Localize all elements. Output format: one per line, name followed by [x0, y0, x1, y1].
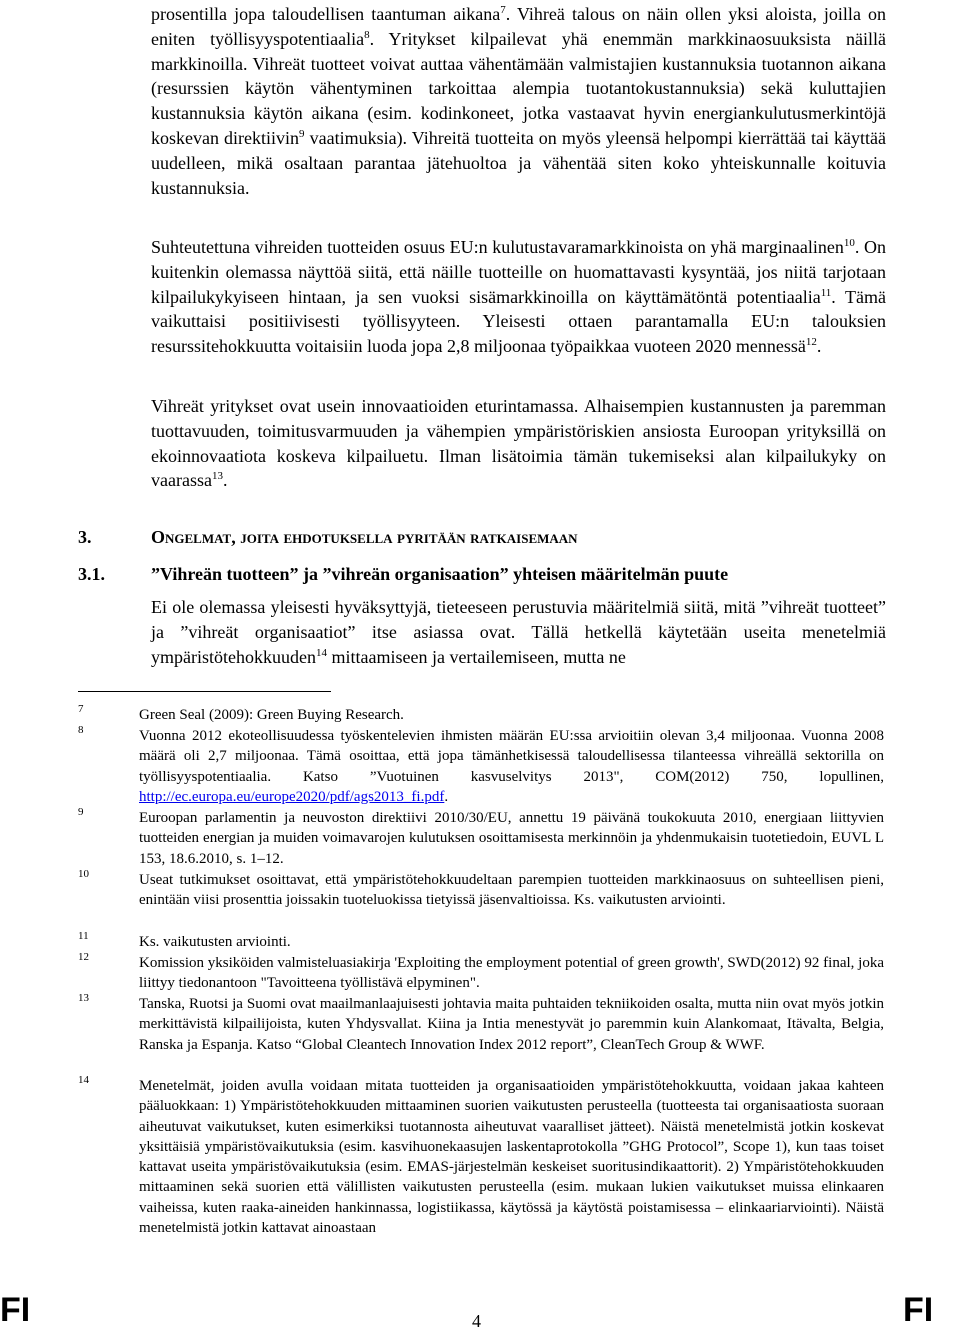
footnote-13: Tanska, Ruotsi ja Suomi ovat maailmanlaajuisesti johtavia maita puhtaiden tekniikoiden osalta, mutta niin ovat myös jotkin merkittävistä kilpailijoista, kuten Yhdysvallat. Kiina ja Intia menestyvät jo paremmin kuin Alankomaat, Itävalta, Belgia, Ranska ja Espanja. Katso “Global Cleantech Innovation Index 2012 report”, CleanTech Group & WWF. — [139, 996, 884, 1053]
footnote-number: 11 — [78, 930, 89, 942]
section-title: Ongelmat, joita ehdotuksella pyritään ratkaisemaan — [151, 527, 578, 547]
paragraph-2: Suhteutettuna vihreiden tuotteiden osuus EU:n kulutustavaramarkkinoista on yhä marginaalinen$^{10}$. On kuitenkin olemassa näyttöä siitä, että näille tuotteille on huomattavasti kysyntää, jos niitä tarjotaan kilpailukykyiseen hintaan, ja sen vuoksi sisämarkkinoilla on käyttämätöntä potentiaalia$^{11}$. Tämä vaikuttaisi positiivisesti työllisyyteen. Yleisesti ottaen parantamalla EU:n talouksien resurssitehokkuutta voitaisiin luoda jopa 2,8 miljoonaa työpaikkaa vuoteen 2020 mennessä$^{12}$. — [151, 237, 887, 357]
footnote-ref-11[interactable]: 11 — [820, 286, 832, 299]
footnote-ref-8[interactable]: 8 — [364, 28, 370, 41]
footnote-ref-10[interactable]: 10 — [843, 237, 855, 249]
footnote-number: 12 — [78, 951, 89, 963]
footnote-14: Menetelmät, joiden avulla voidaan mitata tuotteiden ja organisaatioiden ympäristötehokkuutta, voidaan jakaa kahteen pääluokkaan: 1) Ympäristötehokkuuden mittaaminen suorien vaikutusten perusteella (tuotteesta tai organisaatiosta suoraan aiheutuvat vaikutukset, kuten esimerkiksi tuotannosta aiheutuvat vaaralliset jätteet). Näistä menetelmistä jotkin koskevat yksittäisiä ympäristövaikutuksia (esim. kasvihuonekaasujen laskentaprotokolla ”GHG Protocol”, Scope 1), kun taas toiset kattavat useita ympäristövaikutuksia (esim. EMAS-järjestelmän keskeiset suoritusindikaattorit). 2) Ympäristötehokkuuden mittaaminen sekä suorien että välillisten vaikutusten perusteella (esim. mukaan lukien vaikutukset muissa elinkaaren vaiheissa, kuten raaka-aineiden hankinnassa, logistiikassa, käytössä ja käytöstä poistamisessa – elinkaariarviointi). Näistä menetelmistä jotkin kattavat ainoastaan — [139, 1078, 884, 1237]
footnote-12: Komission yksiköiden valmisteluasiakirja 'Exploiting the employment potential of green growth', SWD(2012) 92 final, joka liittyy tiedonantoon "Tavoitteena työllistävä elpyminen". — [139, 955, 884, 992]
paragraph-4: Ei ole olemassa yleisesti hyväksyttyjä, tieteeseen perustuvia määritelmiä siitä, mitä ”vihreät tuotteet” ja ”vihreät organisaatiot” itse asiassa ovat. Tällä hetkellä käytetään useita menetelmiä ympäristötehokkuuden$^{14}$ mittaamiseen ja vertailemiseen, mutta ne — [151, 597, 886, 667]
footnote-number: 7 — [78, 703, 84, 715]
footnote-number: 14 — [78, 1074, 89, 1086]
page-number: 4 — [472, 1311, 481, 1331]
footnote-number: 9 — [78, 806, 84, 818]
section-number: 3. — [78, 527, 92, 547]
subsection-number: 3.1. — [78, 564, 105, 584]
footnote-11: Ks. vaikutusten arviointi. — [139, 934, 291, 950]
footnote-number: 13 — [78, 992, 89, 1004]
footnote-ref-12[interactable]: 12 — [805, 336, 817, 349]
subsection-title: ”Vihreän tuotteen” ja ”vihreän organisaation” yhteisen määritelmän puute — [151, 564, 729, 584]
language-code-left: FI — [0, 1291, 31, 1329]
paragraph-3: Vihreät yritykset ovat usein innovaatioiden eturintamassa. Alhaisempien kustannusten ja paremman tuottavuuden, toimitusvarmuuden ja vähempien ympäristöriskien ansiosta Euroopan yrityksillä on ekoinnovaatiota koskeva kilpailuetu. Ilman lisätoimia tämän tukemiseksi alan kilpailukyky on vaarassa$^{13}$. — [151, 396, 886, 491]
footnote-separator — [78, 691, 331, 692]
footnote-10: Useat tutkimukset osoittavat, että ympäristötehokkuudeltaan parempien tuotteiden markkinaosuus on suhteellisen pieni, enintään viisi prosenttia joissakin tuoteluokissa tietyissä jäsenvaltioissa. Ks. vaikutusten arviointi. — [139, 872, 884, 909]
footnote-8: Vuonna 2012 ekoteollisuudessa työskentelevien ihmisten määrän EU:ssa arvioitiin olevan 3,4 miljoonaa. Vuonna 2008 määrä oli 2,7 miljoonaa. Tämä osoittaa, että jopa tämänhetkisessä taloudellisessa tilanteessa vihreällä sektorilla on työllisyyspotentiaalia. Katso ”Vuotuinen kasvuselvitys 2013", COM(2012) 750, lopullinen, http://ec.europa.eu/europe2020/pdf/ags2013_fi.pdf. — [139, 728, 884, 805]
language-code-right: FI — [903, 1291, 934, 1329]
paragraph-1: prosentilla jopa taloudellisen taantuman aikana$^7$. Vihreä talous on näin ollen yksi aloista, joilla on eniten työllisyyspotentiaalia$^8$. Yritykset kilpailevat yhä enemmän markkinaosuuksista näillä markkinoilla. Vihreät tuotteet voivat auttaa vähentämään valmistajien kustannuksia tuotannon aikana (resurssien käytön vähentyminen tarkoittaa alempia tuotantokustannuksia) sekä kuluttajien kustannuksia käytön aikana (esim. kodinkoneet, jotka vastaavat hyvin energiankulutusmerkintöjä koskevan direktiivin$^9$ vaatimuksia). Vihreitä tuotteita on myös yleensä helpompi kierrättää tai käyttää uudelleen, mikä osaltaan parantaa jätehuoltoa ja vähentää siten koko yhteiskunnalle koituvia kustannuksia. — [151, 4, 887, 198]
footnote-9: Euroopan parlamentin ja neuvoston direktiivi 2010/30/EU, annettu 19 päivänä toukokuuta 2010, energiaan liittyvien tuotteiden energian ja muiden voimavarojen kulutuksen osoittamisesta merkinnöin ja yhdenmukaisin tuotetiedoin, EUVL L 153, 18.6.2010, s. 1–12. — [139, 810, 884, 867]
footnote-number: 10 — [78, 868, 89, 880]
footnote-link[interactable]: http://ec.europa.eu/europe2020/pdf/ags2013_fi.pdf — [139, 788, 445, 805]
footnote-ref-14[interactable]: 14 — [315, 646, 327, 659]
footnote-number: 8 — [78, 724, 84, 736]
footnote-7: Green Seal (2009): Green Buying Research. — [139, 707, 404, 723]
footnote-ref-13[interactable]: 13 — [211, 470, 223, 483]
footnote-ref-7[interactable]: 7 — [500, 4, 506, 16]
footnote-ref-9[interactable]: 9 — [299, 127, 305, 140]
